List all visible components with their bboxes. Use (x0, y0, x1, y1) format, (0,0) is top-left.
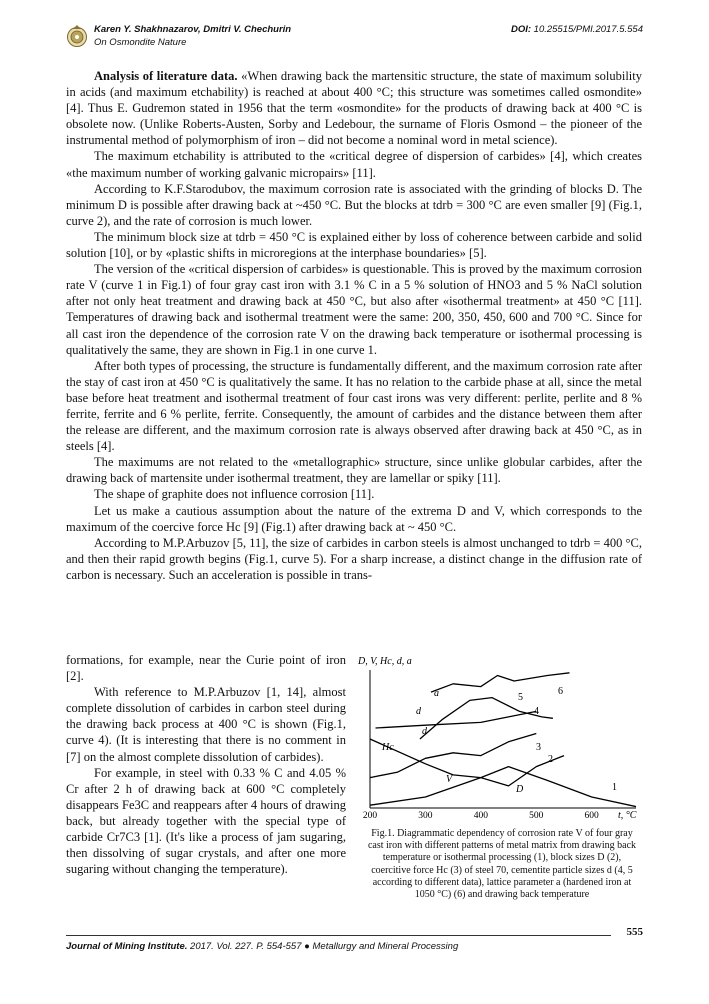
curve-label: d (416, 706, 421, 717)
x-tick-label: 600 (584, 811, 599, 821)
paragraph (66, 229, 642, 261)
paragraph: For example, in steel with 0.33 % C and 4.05 % Cr after 2 h of drawing back at 600 °C completely disappears Fe3C and reappears after 4 hours of drawing back, but already together with the special type of carbide Cr7C3 [1]. (It's like a process of jam sugaring, then dissolving of sugar crystals, and after one more sugaring without changing the temperature). (66, 765, 346, 877)
paragraph (66, 535, 642, 583)
y-axis-label: D, V, Hc, d, a (358, 656, 412, 667)
x-tick-label: 200 (362, 811, 378, 821)
curve-1 (370, 767, 636, 807)
paragraph-text: According to K.F.Starodubov, the maximum corrosion rate is associated with the grinding of blocks D. The minimum D is possible after drawing back at ~450 °C. But the blocks at tdrb = 300 °C are even smaller [9] (Fig.1, curve 2), and the rate of corrosion is much lower. (66, 181, 642, 228)
doi-value: 10.25515/PMI.2017.5.554 (533, 24, 643, 35)
paragraph-text: After both types of processing, the structure is fundamentally different, and the maximum corrosion rate after the stay of cast iron at 450 °C is qualitatively the same. It has no relation to the carbide phase at all, since the metal base before heat treatment and isothermal treatment of four cast irons was very different: perlite, perlite and 8 % ferrite, ferrite and 6 % perlite, ferrite. Consequently, the amount of carbides and the distance between them after the release are different, and the maximum corrosion rate is always observed after drawing back at 450 °C, as in steels [4]. (66, 358, 642, 454)
header-authors: Karen Y. Shakhnazarov, Dmitri V. Chechurin (94, 24, 292, 35)
paragraph (66, 503, 642, 535)
paragraph (66, 454, 642, 486)
wrapped-text (66, 652, 346, 877)
paragraph-text: The minimum block size at tdrb = 450 °C is explained either by loss of coherence between carbide and solid solution [10], or by «plastic shifts in microregions at the interphase boundaries» [5]. (66, 229, 642, 261)
curve-6 (431, 673, 570, 692)
paragraph-text: According to M.P.Arbuzov [5, 11], the size of carbides in carbon steels is almost unchanged to tdrb = 400 °C, and then their rapid growth begins (Fig.1, curve 5). For a sharp increase, a distinct change in the diffusion rate of carbon is necessary. Such an acceleration is possible in trans- (66, 535, 642, 582)
curve-4 (420, 698, 553, 739)
paragraph (66, 358, 642, 455)
paragraph-text: The maximums are not related to the «metallographic» structure, since unlike globular carbides, after the drawing back of martensite under isothermal treatment, they are lamellar or spiky [11]. (66, 455, 642, 486)
paragraph: With reference to M.P.Arbuzov [1, 14], almost complete dissolution of carbides in carbon steel during the drawing back process at 400 °C is shown (Fig.1, curve 4). (It is interesting that there is no comment in [7] on the almost complete dissolution of carbides). (66, 685, 346, 764)
paragraph (66, 68, 642, 148)
journal-details: 2017. Vol. 227. P. 554-557 ● Metallurgy and Mineral Processing (187, 941, 459, 952)
header-doi (511, 24, 643, 35)
footer-divider (66, 935, 611, 936)
curve-5 (376, 711, 537, 728)
curve-2 (370, 739, 564, 786)
curve-3 (370, 734, 536, 778)
paragraph (66, 486, 642, 502)
paragraph: formations, for example, near the Curie point of iron [2]. (66, 653, 346, 684)
curve-label: Hc (382, 742, 394, 753)
paragraph (66, 148, 642, 180)
x-tick-label: 400 (473, 811, 488, 821)
journal-name: Journal of Mining Institute. (66, 941, 188, 952)
curve-label: 4 (534, 706, 539, 717)
curve-label: a (434, 688, 439, 699)
paragraph (66, 181, 642, 229)
curve-label: 3 (536, 742, 541, 753)
journal-logo-icon (66, 24, 88, 48)
curve-label: 5 (518, 692, 523, 703)
page-footer (66, 941, 458, 952)
x-tick-label: 500 (529, 811, 544, 821)
paragraph-lead: Analysis of literature data. (94, 69, 238, 83)
header-subtitle: On Osmondite Nature (94, 37, 187, 48)
figure-caption: Fig.1. Diagrammatic dependency of corrosion rate V of four gray cast iron with different patterns of metal matrix from drawing back temperature or isothermal processing (1), block sizes D (2), coercitive force Hc (3) of steel 70, cementite particle sizes d (4, 5 according to different data), lattice parameter a (hardened iron at 1050 °C) (6) and drawing back temperature (367, 828, 637, 901)
main-text (66, 68, 642, 583)
curve-label: d (422, 726, 427, 737)
x-axis-label: t, °C (618, 810, 637, 821)
curve-label: V (446, 774, 453, 785)
curve-label: 1 (612, 782, 617, 793)
paragraph-text: The maximum etchability is attributed to the «critical degree of dispersion of carbides» [4], which creates «the maximum number of working galvanic micropairs» [11]. (66, 149, 642, 180)
paragraph-text: The version of the «critical dispersion of carbides» is questionable. This is proved by the maximum corrosion rate V (curve 1 in Fig.1) of four gray cast iron with 3.1 % C in a 5 % solution of HNO3 and 5 % NaCl solution after not only heat treatment and drawing back at 450 °C, but also after «isothermal treatment» at 450 °C [11]. Temperatures of drawing back and isothermal treatment were the same: 200, 350, 450, 600 and 700 °C. Since for all cast iron the dependence of the corrosion rate V on the drawing back temperature or isothermal processing is qualitatively the same, they are shown in Fig.1 in one curve 1. (66, 262, 642, 357)
curve-label: 2 (548, 754, 553, 765)
paragraph (66, 261, 642, 358)
paragraph-text: The shape of graphite does not influence corrosion [11]. (94, 487, 375, 502)
doi-label: DOI: (510, 24, 532, 35)
page-number: 555 (626, 926, 643, 938)
paragraph-text: Let us make a cautious assumption about the nature of the extrema D and V, which corresponds to the maximum of the coercive force Hc [9] (Fig.1) after drawing back at ~ 450 °C. (66, 503, 642, 534)
curve-label: D (516, 784, 524, 795)
x-tick-label: 300 (418, 811, 433, 821)
page-header (66, 22, 643, 50)
paragraph-text: «When drawing back the martensitic structure, the state of maximum solubility in acids (and maximum etchability) is reached at about 400 °C; this structure was sometimes called osmondite» [4]. Thus E. Gudremon stated in 1956 that the term «osmondite» for the products of drawing back at 400 °C is obsolete now. (Unlike Roberts-Austen, Sorby and Ledebour, the surname of Floris Osmond – the pioneer of the instrumental method of polymorphism of iron – did not become a nominal word in metal science). (66, 69, 643, 148)
curve-label: 6 (558, 686, 563, 697)
